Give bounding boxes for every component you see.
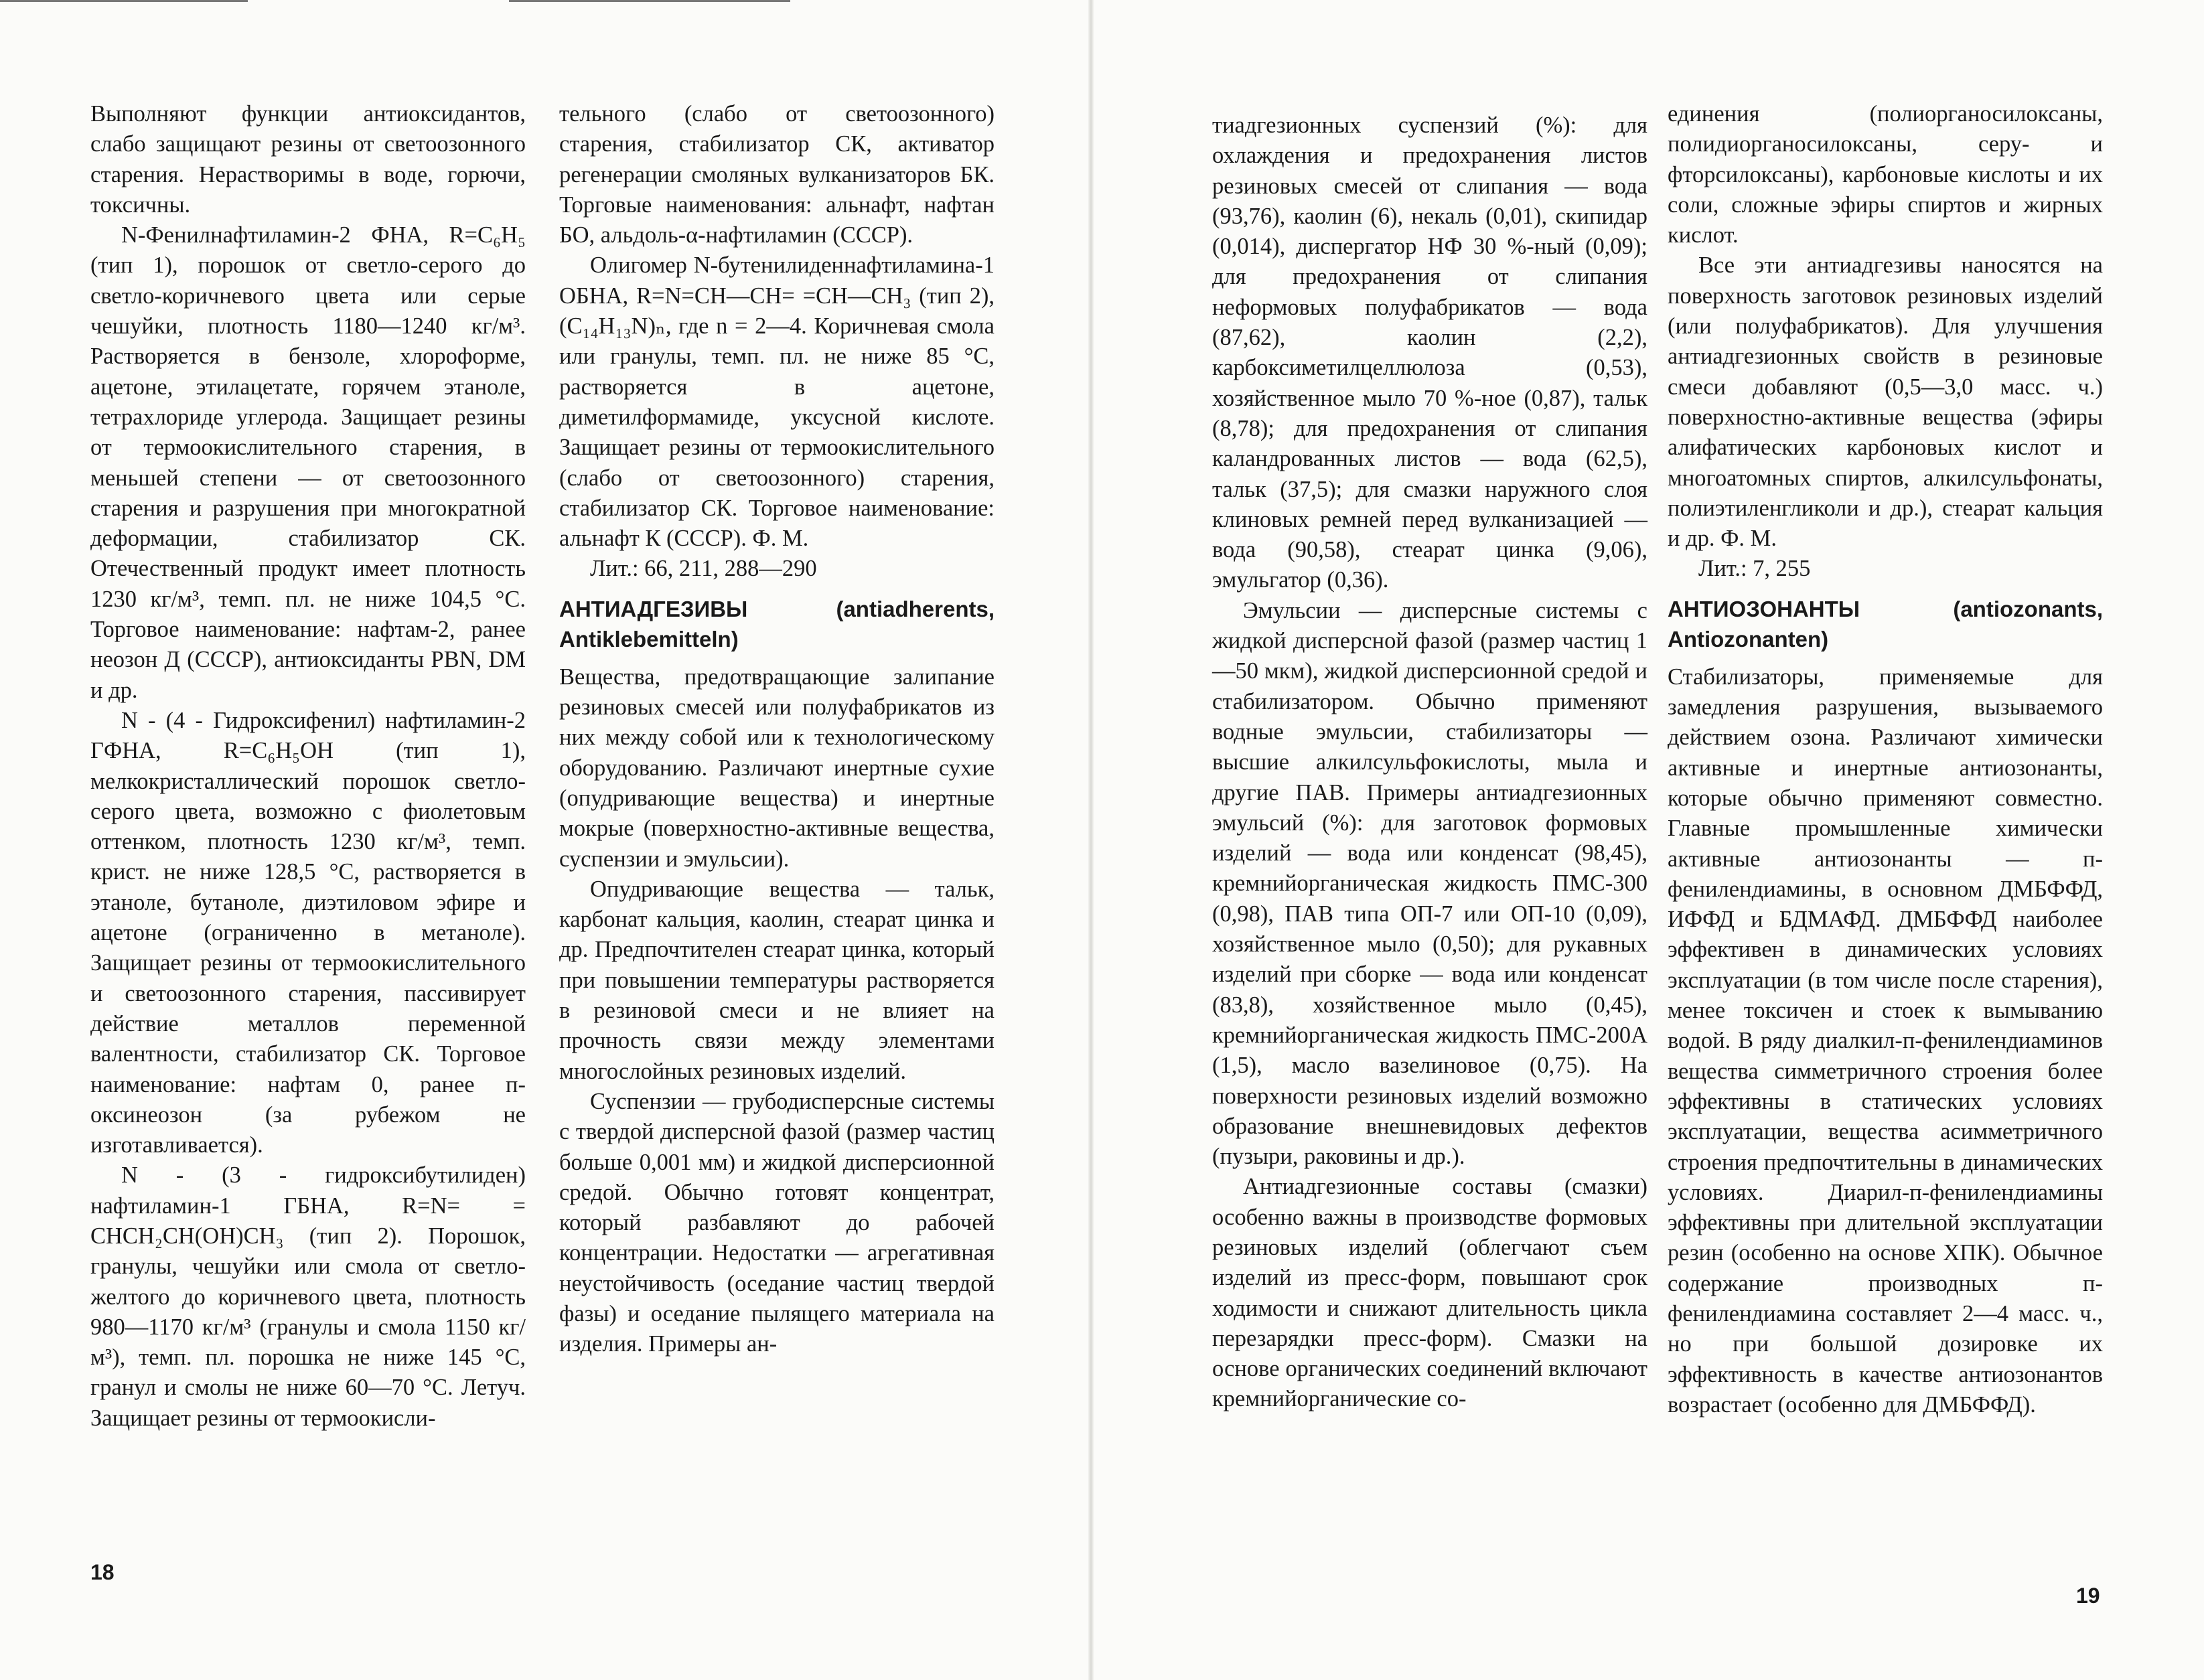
book-gutter [1088,0,1094,1680]
paragraph: Суспензии — грубодисперсные системы с твердой дисперсной фазой (размер частиц больше 0,001 мм) и жидкой дисперсионной средой. Обычно готовят концентрат, который разбавляют до рабочей концентрации. Недостатки — агрегативная неустойчивость (оседание частиц твердой фазы) и оседание пылящего материала на изделия. Примеры ан- [559,1088,995,1357]
entry-heading [559,594,995,654]
paragraph: Опудривающие вещества — тальк, карбонат кальция, каолин, стеарат цинка и др. Предпочтителен стеарат цинка, который при повышении температуры растворяется в резиновой смеси и не влияет на прочность связи между элементами многослойных резиновых изделий. [559,876,995,1084]
top-rule [0,0,248,2]
left-page [0,0,1085,1680]
column-text [559,662,995,1360]
heading-en-2: Antiklebemitteln) [559,626,739,652]
right-page [1098,0,2204,1680]
paragraph: Вещества, предотвращающие залипание резиновых смесей или полуфабрикатов из них между собой или к технологическому оборудованию. Различают инертные сухие (опудривающие вещества) и инертные мокрые (поверхностно-активные вещества, суспензии и эмульсии). [559,664,995,872]
top-rule [509,0,790,2]
right-column-1 [1212,110,1647,1415]
left-column-1 [90,99,526,1434]
paragraph: Выполняют функции антиоксидантов, слабо защищают резины от светоозонного старения. Нерастворимы в воде, горючи, токсичны. [90,101,526,218]
heading-ru: АНТИОЗОНАНТЫ [1668,596,1860,621]
heading-en: (antiozonants, [1953,596,2103,621]
left-column-2 [559,99,995,1360]
paragraph: N - (3 - гидроксибутилиден) нафтиламин-1 ГБНА, R=N= = CHCH₂CH(OH)CH₃ (тип 2). Порошок, гранулы, чешуйки или смола от светло-желтого до коричневого цвета, плотность 980—1170 кг/м³ (гранулы и смола 1150 кг/м³), темп. пл. порошка не ниже 145 °С, гранул и смолы не ниже 60—70 °С. Летуч. Защищает резины от термоокисли- [90,1162,526,1431]
paragraph: Антиадгезионные составы (смазки) особенно важны в производстве формовых резиновых изделий (облегчают съем изделий из пресс-форм, повышают срок ходимости и снижают длительность цикла перезарядки пресс-форм). Смазки на основе органических соединений включают кремнийорганические со- [1212,1174,1647,1412]
heading-ru: АНТИАДГЕЗИВЫ [559,596,748,621]
right-column-2 [1668,99,2103,1420]
heading-en-2: Antiozonanten) [1668,626,1829,652]
paragraph: N - (4 - Гидроксифенил) нафтиламин-2 ГФНА, R=C₆H₅OH (тип 1), мелкокристаллический порошок светло-серого цвета, возможно с фиолетовым оттенком, плотность 1230 кг/м³, темп. крист. не ниже 128,5 °С, растворяется в этаноле, бутаноле, диэтиловом эфире и ацетоне (ограниченно в метаноле). Защищает резины от термоокислительного и светоозонного старения, пассивирует действие металлов переменной валентности, стабилизатор СК. Торговое наименование: нафтам 0, ранее п-оксинеозон (за рубежом не изготавливается). [90,707,526,1158]
paragraph: Все эти антиадгезивы наносятся на поверхность заготовок резиновых изделий (или полуфабрикатов). Для улучшения антиадгезионных свойств в резиновые смеси добавляют (0,5—3,0 масс. ч.) поверхностно-активные вещества (эфиры алифатических карбоновых кислот и многоатомных спиртов, алкилсульфонаты, полиэтиленгликоли и др.), стеарат кальция и др. Ф. М. [1668,252,2103,552]
paragraph: Стабилизаторы, применяемые для замедления разрушения, вызываемого действием озона. Различают химически активные и инертные антиозонанты, которые обычно применяют совместно. Главные промышленные химически активные антиозонанты — п-фенилендиамины, в основном ДМБФФД, ИФФД и БДМАФД. ДМБФФД наиболее эффективен в динамических условиях эксплуатации (в том числе после старения), менее токсичен и стоек к вымыванию водой. В ряду диалкил-п-фенилендиаминов вещества симметричного строения более эффективны в статических условиях эксплуатации, вещества асимметричного строения предпочтительны в динамических условиях. Диарил-п-фенилендиамины эффективны при длительной эксплуатации резин (особенно на основе ХПК). Обычное содержание производных п-фенилендиамина составляет 2—4 масс. ч., но при большой дозировке их эффективность в качестве антиозонантов возрастает (особенно для ДМБФФД). [1668,664,2103,1418]
paragraph: Лит.: 7, 255 [1698,556,1811,582]
paragraph: тельного (слабо от светоозонного) старения, стабилизатор СК, активатор регенерации смоляных вулканизаторов БК. Торговые наименования: альнафт, нафтан БО, альдоль-α-нафтиламин (СССР). [559,101,995,248]
column-text [1668,99,2103,585]
column-text [1668,662,2103,1420]
heading-en: (antiadherents, [836,596,995,621]
paragraph: единения (полиорганосилоксаны, полидиорганосилоксаны, серу- и фторсилоксаны), карбоновые кислоты и их соли, сложные эфиры спиртов и жирных кислот. [1668,101,2103,248]
paragraph: тиадгезионных суспензий (%): для охлаждения и предохранения листов резиновых смесей от слипания — вода (93,76), каолин (6), некаль (0,01), скипидар (0,014), диспергатор НФ 30 %-ный (0,09); для предохранения от слипания неформовых полуфабрикатов — вода (87,62), каолин (2,2), карбоксиметилцеллюлоза (0,53), хозяйственное мыло 70 %-ное (0,87), тальк (8,78); для предохранения от слипания каландрованных листов — вода (62,5), тальк (37,5); для смазки наружного слоя клиновых ремней перед вулканизацией — вода (90,58), стеарат цинка (9,06), эмульгатор (0,36). [1212,112,1647,593]
entry-heading [1668,594,2103,654]
page-number: 19 [2076,1584,2100,1608]
page-number: 18 [90,1560,115,1584]
paragraph: Олигомер N-бутенилиденнафтиламина-1 ОБНА, R=N=CH—CH= =CH—CH₃ (тип 2), (C₁₄H₁₃N)ₙ, где n = 2—4. Коричневая смола или гранулы, темп. пл. не ниже 85 °С, растворяется в ацетоне, диметилформамиде, уксусной кислоте. Защищает резины от термоокислительного (слабо от светоозонного) старения, стабилизатор СК. Торговое наименование: альнафт К (СССР). Ф. М. [559,252,995,552]
paragraph: Эмульсии — дисперсные системы с жидкой дисперсной фазой (размер частиц 1—50 мкм), жидкой дисперсионной средой и стабилизатором. Обычно применяют водные эмульсии, стабилизаторы — высшие алкилсульфокислоты, мыла и другие ПАВ. Примеры антиадгезионных эмульсий (%): для заготовок формовых изделий — вода или конденсат (98,45), кремнийорганическая жидкость ПМС-300 (0,98), ПАВ типа ОП-7 или ОП-10 (0,09), хозяйственное мыло (0,50); для рукавных изделий при сборке — вода или конденсат (83,8), хозяйственное мыло (0,45), кремнийорганическая жидкость ПМС-200А (1,5), масло вазелиновое (0,75). На поверхности резиновых изделий возможно образование внешневидовых дефектов (пузыри, раковины и др.). [1212,597,1647,1170]
paragraph: N-Фенилнафтиламин-2 ФНА, R=C₆H₅ (тип 1), порошок от светло-серого до светло-коричневого цвета или серые чешуйки, плотность 1180—1240 кг/м³. Растворяется в бензоле, хлороформе, ацетоне, этилацетате, горячем этаноле, тетрахлориде углерода. Защищает резины от термоокислительного старения, в меньшей степени — от светоозонного старения и разрушения при многократной деформации, стабилизатор СК. Отечественный продукт имеет плотность 1230 кг/м³, темп. пл. не ниже 104,5 °С. Торговое наименование: нафтам-2, ранее неозон Д (СССР), антиоксиданты PBN, DM и др. [90,222,526,703]
paragraph: Лит.: 66, 211, 288—290 [590,556,817,582]
column-text [559,99,995,585]
